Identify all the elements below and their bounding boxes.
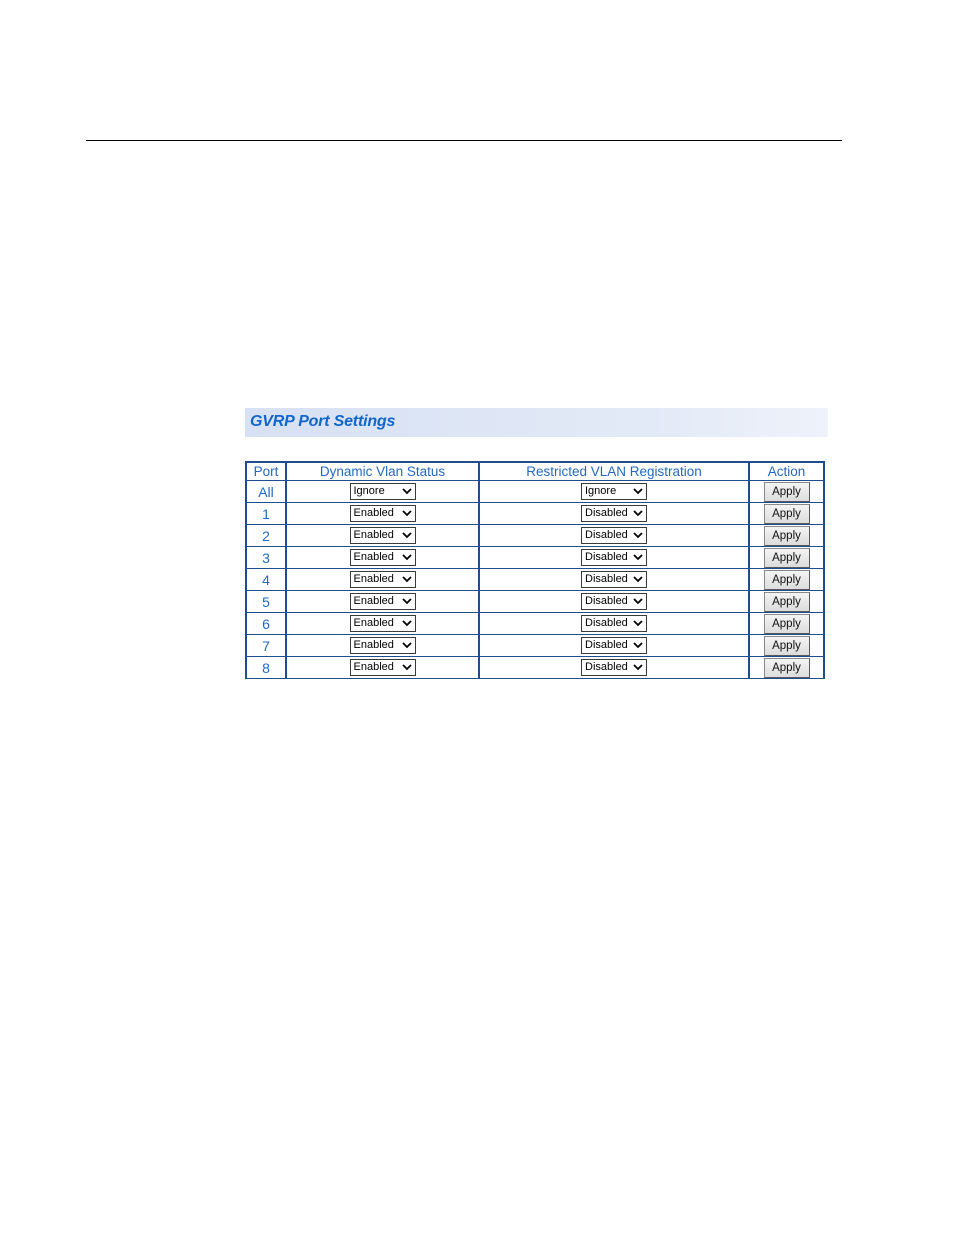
restricted-vlan-registration-select[interactable] — [581, 637, 647, 654]
chevron-down-icon — [401, 661, 413, 673]
chevron-down-icon — [632, 485, 644, 497]
dynamic-vlan-status-value: Enabled — [353, 572, 394, 585]
chevron-down-icon — [632, 529, 644, 541]
restricted-vlan-registration-value: Disabled — [585, 638, 628, 651]
dynamic-vlan-status-select[interactable] — [350, 527, 416, 544]
chevron-down-icon — [401, 617, 413, 629]
dynamic-vlan-status-value: Enabled — [353, 660, 394, 673]
restricted-vlan-registration-value: Ignore — [585, 484, 617, 497]
action-cell — [749, 591, 824, 613]
port-cell: 3 — [246, 547, 286, 569]
chevron-down-icon — [632, 573, 644, 585]
table-header-row — [246, 462, 824, 481]
dynamic-vlan-status-cell — [286, 635, 479, 657]
chevron-down-icon — [632, 617, 644, 629]
table-row — [246, 635, 824, 657]
action-cell — [749, 503, 824, 525]
restricted-vlan-registration-value: Disabled — [585, 506, 628, 519]
dynamic-vlan-status-cell — [286, 525, 479, 547]
dynamic-vlan-status-select[interactable] — [350, 571, 416, 588]
restricted-vlan-registration-select[interactable] — [581, 659, 647, 676]
restricted-vlan-registration-value: Disabled — [585, 550, 628, 563]
apply-button[interactable]: Apply — [764, 592, 810, 612]
apply-button[interactable]: Apply — [764, 482, 810, 502]
apply-button[interactable]: Apply — [764, 526, 810, 546]
restricted-vlan-registration-value: Disabled — [585, 594, 628, 607]
dynamic-vlan-status-select[interactable] — [350, 659, 416, 676]
dynamic-vlan-status-value: Enabled — [353, 616, 394, 629]
chevron-down-icon — [632, 507, 644, 519]
dynamic-vlan-status-select[interactable] — [350, 505, 416, 522]
port-cell: 8 — [246, 657, 286, 679]
action-cell — [749, 525, 824, 547]
column-header-restricted-vlan-registration: Restricted VLAN Registration — [479, 462, 749, 481]
action-cell — [749, 657, 824, 679]
port-cell: 2 — [246, 525, 286, 547]
port-cell: 5 — [246, 591, 286, 613]
restricted-vlan-registration-select[interactable] — [581, 527, 647, 544]
table-row — [246, 503, 824, 525]
dynamic-vlan-status-value: Enabled — [353, 594, 394, 607]
restricted-vlan-registration-select[interactable] — [581, 571, 647, 588]
panel-header — [245, 408, 828, 437]
action-cell — [749, 635, 824, 657]
table-row — [246, 481, 824, 503]
restricted-vlan-registration-cell — [479, 547, 749, 569]
restricted-vlan-registration-cell — [479, 591, 749, 613]
chevron-down-icon — [401, 639, 413, 651]
apply-button[interactable]: Apply — [764, 614, 810, 634]
restricted-vlan-registration-select[interactable] — [581, 593, 647, 610]
restricted-vlan-registration-value: Disabled — [585, 616, 628, 629]
table-row — [246, 613, 824, 635]
restricted-vlan-registration-select[interactable] — [581, 615, 647, 632]
action-cell — [749, 569, 824, 591]
apply-button[interactable]: Apply — [764, 658, 810, 678]
dynamic-vlan-status-select[interactable] — [350, 615, 416, 632]
restricted-vlan-registration-cell — [479, 525, 749, 547]
action-cell — [749, 613, 824, 635]
gvrp-port-settings-table — [245, 461, 825, 679]
dynamic-vlan-status-select[interactable] — [350, 549, 416, 566]
chevron-down-icon — [401, 551, 413, 563]
apply-button[interactable]: Apply — [764, 504, 810, 524]
dynamic-vlan-status-value: Enabled — [353, 506, 394, 519]
restricted-vlan-registration-cell — [479, 503, 749, 525]
column-header-action: Action — [749, 462, 824, 481]
restricted-vlan-registration-select[interactable] — [581, 483, 647, 500]
restricted-vlan-registration-value: Disabled — [585, 572, 628, 585]
restricted-vlan-registration-cell — [479, 635, 749, 657]
chevron-down-icon — [401, 529, 413, 541]
restricted-vlan-registration-value: Disabled — [585, 528, 628, 541]
dynamic-vlan-status-cell — [286, 481, 479, 503]
column-header-dynamic-vlan-status: Dynamic Vlan Status — [286, 462, 479, 481]
table-row — [246, 591, 824, 613]
column-header-port: Port — [246, 462, 286, 481]
restricted-vlan-registration-value: Disabled — [585, 660, 628, 673]
port-cell: 7 — [246, 635, 286, 657]
chevron-down-icon — [632, 661, 644, 673]
dynamic-vlan-status-cell — [286, 657, 479, 679]
chevron-down-icon — [632, 639, 644, 651]
table-row — [246, 657, 824, 679]
dynamic-vlan-status-value: Enabled — [353, 528, 394, 541]
chevron-down-icon — [632, 551, 644, 563]
dynamic-vlan-status-value: Enabled — [353, 638, 394, 651]
dynamic-vlan-status-select[interactable] — [350, 637, 416, 654]
panel-title: GVRP Port Settings — [250, 413, 396, 430]
chevron-down-icon — [401, 595, 413, 607]
restricted-vlan-registration-select[interactable] — [581, 549, 647, 566]
dynamic-vlan-status-select[interactable] — [350, 483, 416, 500]
port-cell: 1 — [246, 503, 286, 525]
action-cell — [749, 547, 824, 569]
restricted-vlan-registration-select[interactable] — [581, 505, 647, 522]
chevron-down-icon — [401, 507, 413, 519]
apply-button[interactable]: Apply — [764, 548, 810, 568]
apply-button[interactable]: Apply — [764, 570, 810, 590]
restricted-vlan-registration-cell — [479, 613, 749, 635]
dynamic-vlan-status-value: Enabled — [353, 550, 394, 563]
apply-button[interactable]: Apply — [764, 636, 810, 656]
chevron-down-icon — [401, 573, 413, 585]
dynamic-vlan-status-cell — [286, 547, 479, 569]
table-row — [246, 525, 824, 547]
port-cell: All — [246, 481, 286, 503]
dynamic-vlan-status-cell — [286, 503, 479, 525]
port-cell: 4 — [246, 569, 286, 591]
dynamic-vlan-status-cell — [286, 591, 479, 613]
page-top-rule — [86, 140, 842, 141]
dynamic-vlan-status-cell — [286, 569, 479, 591]
chevron-down-icon — [632, 595, 644, 607]
port-cell: 6 — [246, 613, 286, 635]
action-cell — [749, 481, 824, 503]
table-row — [246, 569, 824, 591]
dynamic-vlan-status-value: Ignore — [353, 484, 385, 497]
dynamic-vlan-status-cell — [286, 613, 479, 635]
restricted-vlan-registration-cell — [479, 657, 749, 679]
restricted-vlan-registration-cell — [479, 481, 749, 503]
table-row — [246, 547, 824, 569]
chevron-down-icon — [401, 485, 413, 497]
dynamic-vlan-status-select[interactable] — [350, 593, 416, 610]
restricted-vlan-registration-cell — [479, 569, 749, 591]
